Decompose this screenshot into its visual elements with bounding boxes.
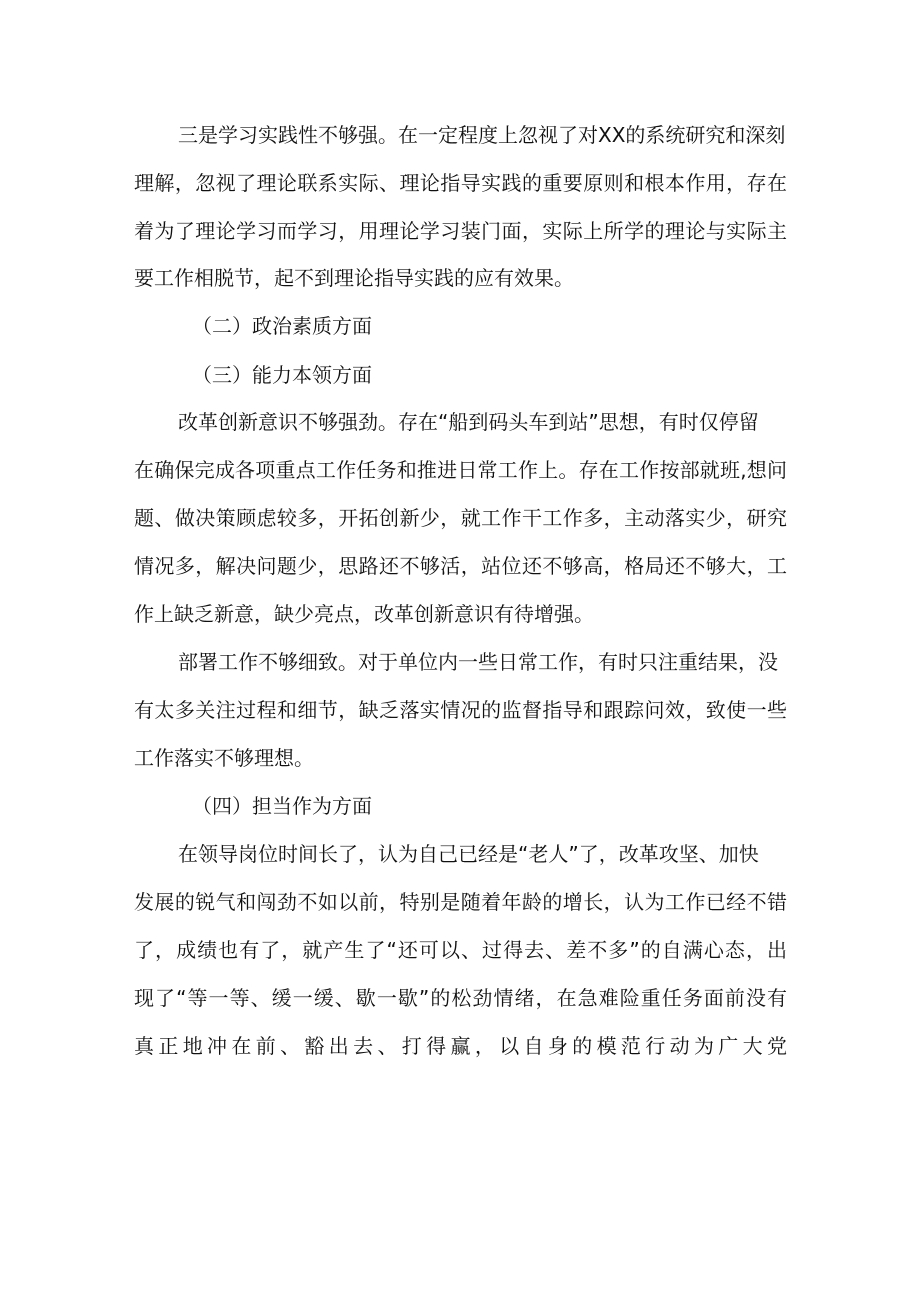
paragraph-3-line-1: 部署工作不够细致。对于单位内一些日常工作，有时只注重结果，没 (178, 650, 778, 674)
paragraph-4-line-1: 在领导岗位时间长了，认为自己已经是“老人”了，改革攻坚、加快 (178, 842, 759, 866)
paragraph-1-line-1: 三是学习实践性不够强。在一定程度上忽视了对XX的系统研究和深刻 (178, 123, 786, 147)
paragraph-1-line-3: 着为了理论学习而学习，用理论学习装门面，实际上所学的理论与实际主 (134, 219, 787, 243)
paragraph-3-line-2: 有太多关注过程和细节，缺乏落实情况的监督指导和跟踪问效，致使一些 (134, 698, 787, 722)
section-heading-responsibility: （四）担当作为方面 (192, 794, 372, 818)
paragraph-4-line-4: 现了“等一等、缓一缓、歇一歇”的松劲情绪，在急难险重任务面前没有 (134, 986, 787, 1010)
paragraph-4-line-5: 真正地冲在前、豁出去、打得赢，以自身的模范行动为广大党 (134, 1034, 787, 1058)
paragraph-4-line-3: 了，成绩也有了，就产生了“还可以、过得去、差不多”的自满心态，出 (134, 938, 787, 962)
section-heading-political-quality: （二）政治素质方面 (192, 314, 372, 338)
paragraph-2-line-3: 题、做决策顾虑较多，开拓创新少，就工作干工作多，主动落实少，研究 (134, 506, 787, 530)
paragraph-2-line-5: 作上缺乏新意，缺少亮点，改革创新意识有待增强。 (134, 602, 594, 626)
paragraph-3-line-3: 工作落实不够理想。 (134, 746, 314, 770)
paragraph-1-line-2: 理解，忽视了理论联系实际、理论指导实践的重要原则和根本作用，存在 (134, 171, 787, 195)
paragraph-2-line-2: 在确保完成各项重点工作任务和推进日常工作上。存在工作按部就班,想问 (134, 458, 787, 482)
paragraph-2-line-4: 情况多，解决问题少，思路还不够活，站位还不够高，格局还不够大，工 (134, 554, 787, 578)
section-heading-ability: （三）能力本领方面 (192, 363, 372, 387)
paragraph-1-line-4: 要工作相脱节，起不到理论指导实践的应有效果。 (134, 266, 574, 290)
paragraph-2-line-1: 改革创新意识不够强劲。存在“船到码头车到站”思想，有时仅停留 (178, 410, 759, 434)
paragraph-4-line-2: 发展的锐气和闯劲不如以前，特别是随着年龄的增长，认为工作已经不错 (134, 890, 787, 914)
